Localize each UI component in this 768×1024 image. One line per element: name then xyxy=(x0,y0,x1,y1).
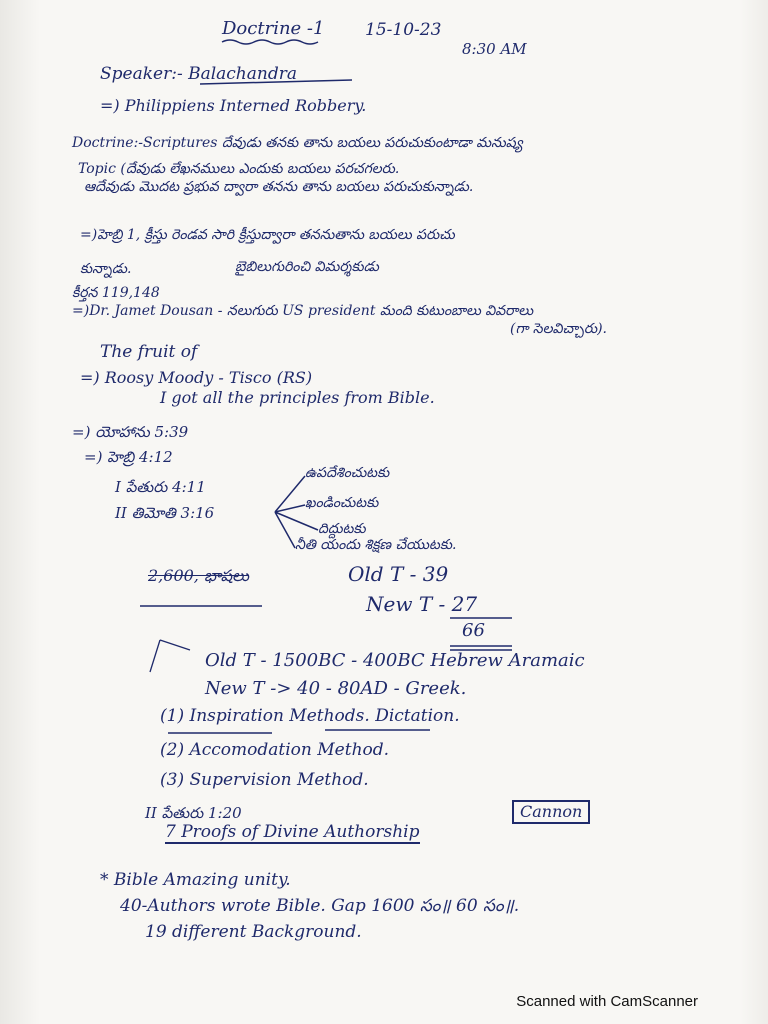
note-line: బైబిలుగురించి విమర్శకుడు xyxy=(235,259,379,275)
note-line: I got all the principles from Bible. xyxy=(160,388,435,407)
branch-item: నీతి యందు శిక్షణ చేయుటకు. xyxy=(295,537,457,553)
note-line: =) Roosy Moody - Tisco (RS) xyxy=(80,368,313,387)
note-line: II తిమోతి 3:16 xyxy=(115,504,215,522)
note-line: =) Philippiens Interned Robbery. xyxy=(100,96,367,115)
scanner-watermark: Scanned with CamScanner xyxy=(516,993,698,1010)
branch-item: ఖండించుటకు xyxy=(305,495,379,511)
total-books: 66 xyxy=(462,620,485,641)
note-line: Topic (దేవుడు లేఖనములు ఎందుకు బయలు పరచగలరు. xyxy=(78,161,400,177)
note-line: * Bible Amazing unity. xyxy=(100,870,291,890)
note-line: 40-Authors wrote Bible. Gap 1600 సం॥ 60 సం॥. xyxy=(120,896,520,916)
speaker-line: Speaker:- Balachandra xyxy=(100,64,297,84)
note-line: 7 Proofs of Divine Authorship xyxy=(165,822,420,842)
note-line: (2) Accomodation Method. xyxy=(160,740,390,760)
cannon-box: Cannon xyxy=(512,800,590,824)
note-line: కున్నాడు. xyxy=(80,261,132,277)
note-line: =)హెబ్రి 1, క్రీస్తు రెండవ సారి క్రీస్తుద్వారా తననుతాను బయలు పరుచు xyxy=(80,227,455,243)
note-line: 19 different Background. xyxy=(145,922,362,942)
note-line: 2,600, భాషలు xyxy=(148,566,249,585)
note-line: కీర్తన 119,148 xyxy=(72,285,160,301)
branch-item: దిద్దుటకు xyxy=(318,521,366,537)
note-line: ఆదేవుడు మొదట ప్రభువ ద్వారా తనను తాను బయలు పరుచుకున్నాడు. xyxy=(84,179,474,195)
date: 15-10-23 xyxy=(365,20,442,40)
note-line: =) హెబ్రి 4:12 xyxy=(84,448,173,466)
note-line: (గా సెలవిచ్చారు). xyxy=(510,321,607,337)
doctrine-title: Doctrine -1 xyxy=(222,18,325,39)
note-line: I పేతురు 4:11 xyxy=(115,478,206,496)
note-line: =) యోహాను 5:39 xyxy=(72,423,189,441)
old-testament-count: Old T - 39 xyxy=(348,562,449,586)
note-line: II పేతురు 1:20 xyxy=(145,804,242,822)
time: 8:30 AM xyxy=(462,40,527,58)
note-line: Doctrine:-Scriptures దేవుడు తనకు తాను బయలు పరుచుకుంటాడా మనుష్య xyxy=(72,135,523,151)
note-line: The fruit of xyxy=(100,342,198,362)
note-line: (1) Inspiration Methods. Dictation. xyxy=(160,706,460,726)
note-line: Old T - 1500BC - 400BC Hebrew Aramaic xyxy=(205,650,585,671)
note-line: (3) Supervision Method. xyxy=(160,770,369,790)
branch-item: ఉపదేశించుటకు xyxy=(305,465,390,481)
note-line: =)Dr. Jamet Dousan - నలుగురు US president మంది కుటుంబాలు వివరాలు xyxy=(72,303,534,319)
new-testament-count: New T - 27 xyxy=(366,592,478,616)
note-line: New T -> 40 - 80AD - Greek. xyxy=(205,678,467,699)
